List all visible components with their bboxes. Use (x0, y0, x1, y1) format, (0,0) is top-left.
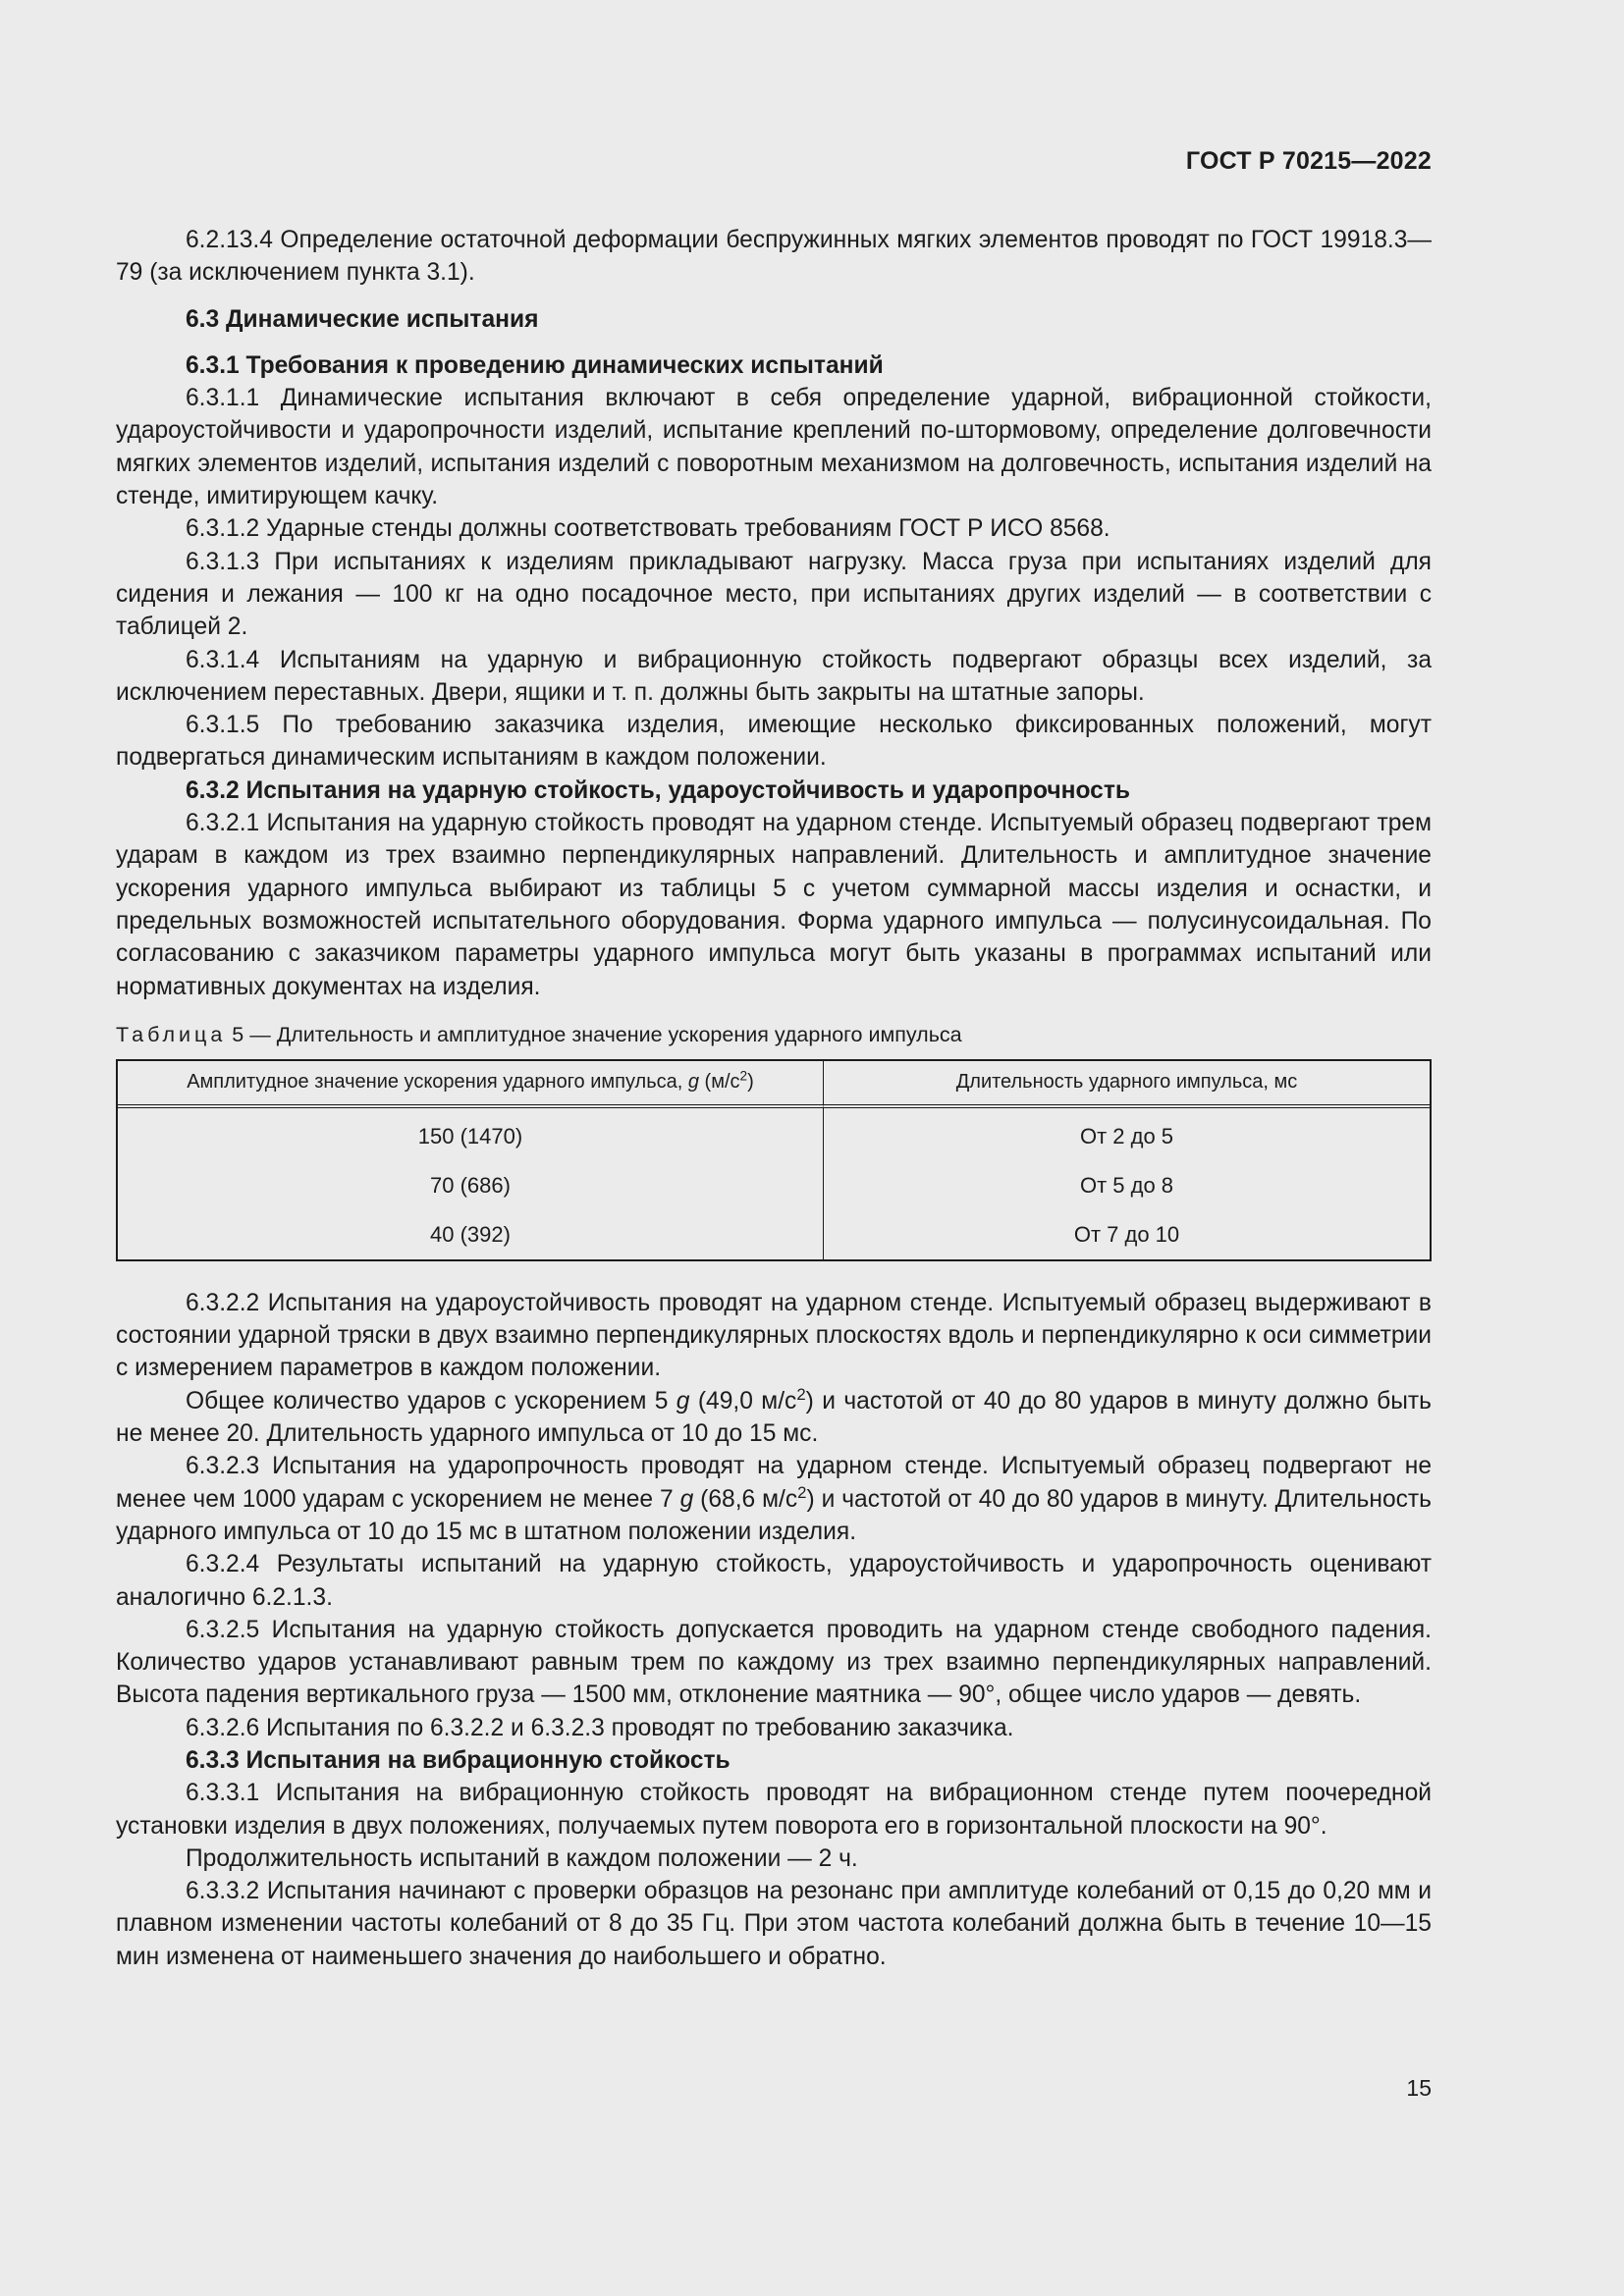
table-cell-duration: От 2 до 5 (1079, 1124, 1174, 1149)
table-caption-label: Таблица (116, 1022, 227, 1046)
paragraph-6-3-2-1: 6.3.2.1 Испытания на ударную стойкость проводят на ударном стенде. Испытуемый образец подвергают трем ударам в каждом из трех взаимно перпендикулярных направлений. Длительность и амплитудное значение ускорения ударного импульса выбирают из таблицы 5 с учетом суммарной массы изделия и оснастки, и предельных возможностей испытательного оборудования. Форма ударного импульса — полусинусоидальная. По согласованию с заказчиком параметры ударного импульса могут быть указаны в программах испытаний или нормативных документах на изделия. (116, 810, 1432, 1000)
paragraph-6-3-1-3: 6.3.1.3 При испытаниях к изделиям прикладывают нагрузку. Масса груза при испытаниях изделий для сидения и лежания — 100 кг на одно посадочное место, при испытаниях других изделий — в соответствии с таблицей 2. (116, 548, 1432, 641)
paragraph-6-3-3-2: 6.3.3.2 Испытания начинают с проверки образцов на резонанс при амплитуде колебаний от 0,15 до 0,20 мм и плавном изменении частоты колебаний от 8 до 35 Гц. При этом частота колебаний должна быть в течение 10—15 мин изменена от наименьшего значения до наибольшего и обратно. (116, 1878, 1432, 1970)
table-caption-text: 5 — Длительность и амплитудное значение ускорения ударного импульса (226, 1022, 962, 1046)
paragraph-test-duration: Продолжительность испытаний в каждом положении — 2 ч. (186, 1844, 858, 1872)
paragraph-6-3-2-3: 6.3.2.3 Испытания на ударопрочность проводят на ударном стенде. Испытуемый образец подвергают не менее чем 1000 ударам с ускорением не менее 7 g (68,6 $м/с^2$) и частотой от 40 до 80 ударов в минуту. Длительность ударного импульса от 10 до 15 мс в штатном положении изделия. (116, 1453, 1432, 1545)
paragraph-6-3-3-1: 6.3.3.1 Испытания на вибрационную стойкость проводят на вибрационном стенде путем поочередной установки изделия в двух положениях, получаемых путем поворота его в горизонтальной плоскости на 90°. (116, 1780, 1432, 1840)
table-header-duration: Длительность ударного импульса, мс (824, 1061, 1430, 1108)
table-cell-duration: От 7 до 10 (1073, 1222, 1180, 1248)
paragraph-shock-count: Общее количество ударов с ускорением 5 g (49,0 $м/с^2$) и частотой от 40 до 80 ударов в минуту должно быть не менее 20. Длительность ударного импульса от 10 до 15 мс. (116, 1384, 1432, 1448)
table-5 (116, 1059, 1432, 1261)
paragraph-6-3-1-5: 6.3.1.5 По требованию заказчика изделия, имеющие несколько фиксированных положений, могут подвергаться динамическим испытаниям в каждом положении. (116, 712, 1432, 772)
table-cell-acceleration: 70 (686) (118, 1161, 824, 1210)
page-number: 15 (1406, 2075, 1432, 2101)
section-heading-6-3-1: 6.3.1 Требования к проведению динамических испытаний (186, 351, 884, 379)
paragraph-6-3-2-2: 6.3.2.2 Испытания на удароустойчивость проводят на ударном стенде. Испытуемый образец выдерживают в состоянии ударной тряски в двух взаимно перпендикулярных плоскостях вдоль и перпендикулярно к оси симметрии с измерением параметров в каждом положении. (116, 1289, 1432, 1382)
paragraph-6-3-2-6: 6.3.2.6 Испытания по 6.3.2.2 и 6.3.2.3 проводят по требованию заказчика. (186, 1714, 1014, 1741)
document-body (116, 224, 1432, 1973)
table-cell-acceleration: 40 (392) (118, 1210, 824, 1259)
document-id-header: ГОСТ Р 70215—2022 (1185, 147, 1432, 175)
section-heading-6-3-2: 6.3.2 Испытания на ударную стойкость, удароустойчивость и ударопрочность (186, 776, 1131, 804)
paragraph-6-3-2-5: 6.3.2.5 Испытания на ударную стойкость допускается проводить на ударном стенде свободного падения. Количество ударов устанавливают равным трем по каждому из трех взаимно перпендикулярных направлений. Высота падения вертикального груза — 1500 мм, отклонение маятника — 90°, общее число ударов — девять. (116, 1616, 1432, 1709)
table-row (118, 1108, 1430, 1161)
table-cell-duration: От 5 до 8 (1079, 1173, 1174, 1199)
table-5-caption (116, 1020, 1432, 1049)
table-row (118, 1210, 1430, 1259)
table-row (118, 1161, 1430, 1210)
table-header-acceleration: Амплитудное значение ускорения ударного импульса, g $(м/с^2)$ (118, 1061, 824, 1108)
paragraph-6-3-1-2: 6.3.1.2 Ударные стенды должны соответствовать требованиям ГОСТ Р ИСО 8568. (186, 515, 1110, 543)
section-heading-6-3: 6.3 Динамические испытания (186, 305, 539, 333)
paragraph-6-2-13-4: 6.2.13.4 Определение остаточной деформации беспружинных мягких элементов проводят по ГОСТ 19918.3—79 (за исключением пункта 3.1). (116, 227, 1432, 287)
paragraph-6-3-1-1: 6.3.1.1 Динамические испытания включают в себя определение ударной, вибрационной стойкости, удароустойчивости и ударопрочности изделий, испытание креплений по-штормовому, определение долговечности мягких элементов изделий, испытания изделий с поворотным механизмом на долговечность, испытания изделий на стенде, имитирующем качку. (116, 385, 1432, 510)
section-heading-6-3-3: 6.3.3 Испытания на вибрационную стойкость (186, 1746, 731, 1774)
table-cell-acceleration: 150 (1470) (118, 1108, 824, 1161)
table-header-row (118, 1061, 1430, 1108)
paragraph-6-3-2-4: 6.3.2.4 Результаты испытаний на ударную стойкость, удароустойчивость и ударопрочность оценивают аналогично 6.2.1.3. (116, 1551, 1432, 1611)
paragraph-6-3-1-4: 6.3.1.4 Испытаниям на ударную и вибрационную стойкость подвергают образцы всех изделий, за исключением переставных. Двери, ящики и т. п. должны быть закрыты на штатные запоры. (116, 646, 1432, 706)
